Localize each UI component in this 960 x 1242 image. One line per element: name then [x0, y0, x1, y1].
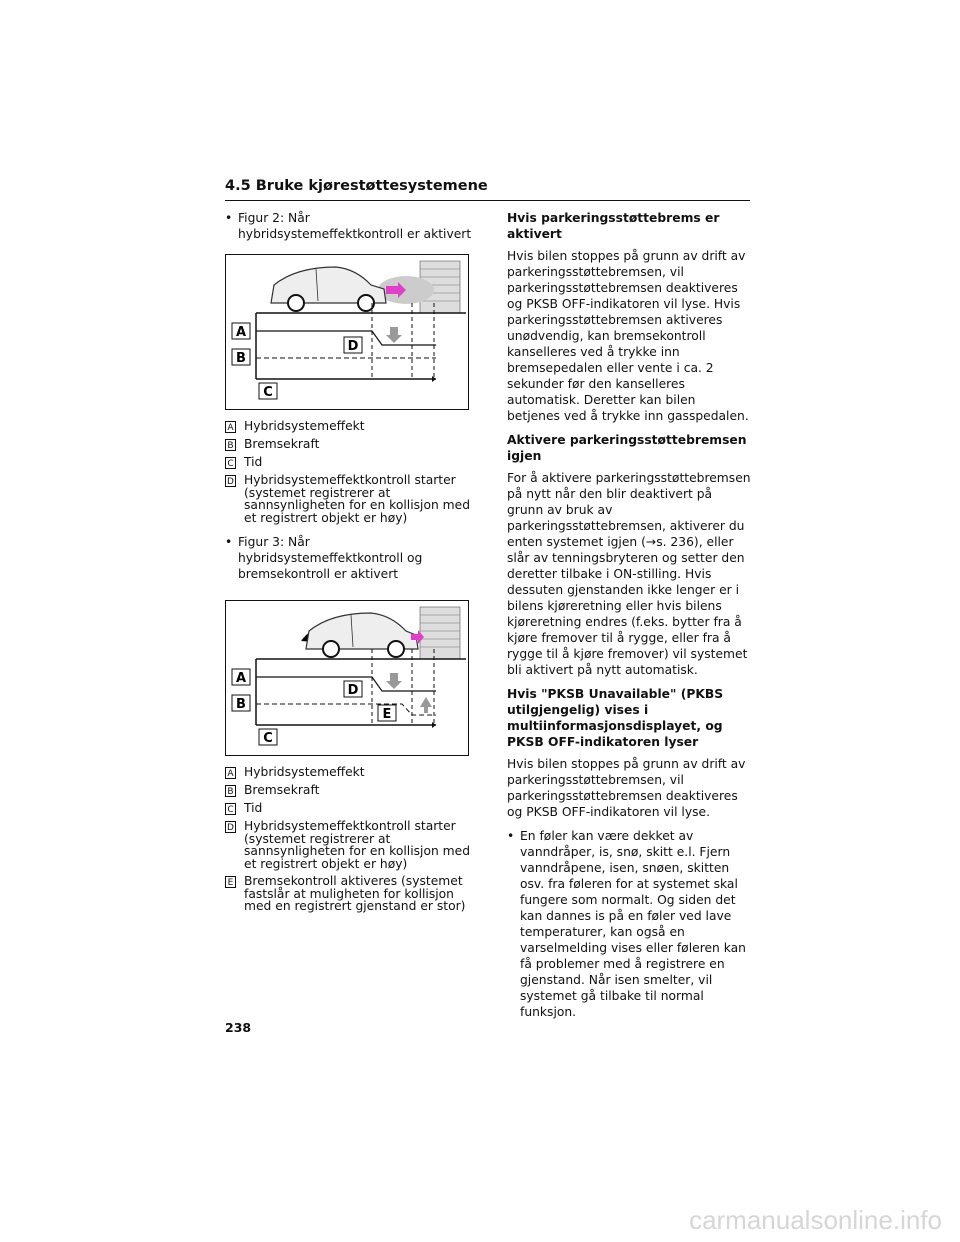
header-divider	[225, 200, 750, 201]
legend-text: Hybridsystemeffekt	[244, 765, 365, 779]
legend-key: B	[225, 785, 236, 797]
legend-key: B	[225, 439, 236, 451]
legend-item	[225, 784, 475, 797]
figure-2-diagram	[225, 254, 469, 410]
svg-text:C: C	[263, 731, 273, 746]
legend-item	[225, 420, 475, 433]
svg-text:E: E	[382, 707, 392, 722]
svg-text:B: B	[236, 351, 246, 366]
legend-item	[225, 766, 475, 779]
legend-item	[225, 802, 475, 815]
legend-item	[225, 438, 475, 451]
list-item: • En føler kan være dekket av vanndråper, is, snø, skitt e.l. Fjern vanndråpene, isen, snøen, skitten osv. fra føleren for at systemet skal fungere som normalt. Og siden det kan dannes is på en føler ved lave temperaturer, kan også en varselmelding vises eller føleren kan få problemer med å registrere en gjenstand. Når isen smelter, vil systemet gå tilbake til normal funksjon.	[507, 829, 746, 1019]
car-icon	[271, 267, 386, 311]
section-header: 4.5 Bruke kjørestøttesystemene	[225, 178, 488, 194]
legend-text: Bremsekraft	[244, 437, 320, 451]
legend-text: Hybridsystemeffektkontroll starter (systemet registrerer at sannsynligheten for en kollisjon med et registrert objekt er høy)	[244, 473, 471, 525]
car-icon	[306, 613, 418, 657]
section-heading-unavailable: Hvis "PKSB Unavailable" (PKBS utilgjengelig) vises i multiinformasjonsdisplayet, og PKSB OFF-indikatoren lyser	[507, 687, 724, 749]
watermark: carmanualsonline.info	[689, 1205, 942, 1235]
fig2-caption: • Figur 2: Når hybridsystemeffektkontroll er aktivert	[225, 211, 472, 241]
legend-text: Tid	[244, 801, 263, 815]
paragraph-parking-brake: Hvis bilen stoppes på grunn av drift av parkeringsstøttebremsen, vil parkeringsstøttebremsen deaktiveres og PKSB OFF-indikatoren vil lyse. Hvis parkeringsstøttebremsen aktiveres unødvendig, kan bremsekontroll kanselleres ved å trykke inn bremsepedalen eller vente i ca. 2 sekunder før den kanselleres automatisk. Deretter kan bilen betjenes ved å trykke inn gasspedalen.	[507, 249, 749, 423]
figure-3-diagram	[225, 600, 469, 756]
figure-2-legend	[225, 420, 475, 524]
legend-key: D	[225, 821, 236, 833]
legend-key: D	[225, 475, 236, 487]
legend-item	[225, 875, 475, 913]
section-heading-parking-brake: Hvis parkeringsstøttebrems er aktivert	[507, 211, 720, 241]
section-heading-reactivate: Aktivere parkeringsstøttebremsen igjen	[507, 433, 747, 463]
svg-text:A: A	[235, 671, 247, 686]
legend-item	[225, 820, 475, 870]
legend-item	[225, 474, 475, 524]
figure-3-legend	[225, 766, 475, 913]
legend-item	[225, 456, 475, 469]
legend-text: Bremsekontroll aktiveres (systemet fastslår at muligheten for kollisjon med en registrert gjenstand er stor)	[244, 874, 466, 913]
left-column	[225, 210, 475, 918]
legend-text: Tid	[244, 455, 263, 469]
legend-key: C	[225, 803, 236, 815]
svg-text:B: B	[236, 697, 246, 712]
legend-text: Hybridsystemeffektkontroll starter (systemet registrerer at sannsynligheten for en kollisjon med et registrert objekt er høy)	[244, 819, 471, 871]
legend-key: C	[225, 457, 236, 469]
paragraph-reactivate: For å aktivere parkeringsstøttebremsen på nytt når den blir deaktivert på grunn av bruk av parkeringsstøttebremsen, aktiverer du enten systemet igjen (→s. 236), eller slår av tenningsbryteren og setter den deretter tilbake i ON-stilling. Hvis dessuten gjenstanden ikke lenger er i bilens kjøreretning eller hvis bilens kjøreretning endres (f.eks. bytter fra å kjøre fremover til å rygge, eller fra å rygge til å kjøre fremover) vil systemet bli aktivert på nytt automatisk.	[507, 471, 751, 677]
svg-text:D: D	[347, 683, 359, 698]
paragraph-unavailable: Hvis bilen stoppes på grunn av drift av parkeringsstøttebremsen, vil parkeringsstøttebremsen deaktiveres og PKSB OFF-indikatoren vil lyse.	[507, 757, 746, 819]
svg-text:D: D	[347, 339, 359, 354]
legend-key: E	[225, 876, 236, 888]
svg-text:C: C	[263, 385, 273, 400]
right-column	[507, 210, 752, 1028]
legend-text: Bremsekraft	[244, 783, 320, 797]
legend-key: A	[225, 767, 236, 779]
svg-text:A: A	[235, 325, 247, 340]
figure-2-svg	[226, 255, 468, 409]
fig3-caption: • Figur 3: Når hybridsystemeffektkontroll og bremsekontroll er aktivert	[225, 535, 423, 581]
legend-text: Hybridsystemeffekt	[244, 419, 365, 433]
legend-key: A	[225, 421, 236, 433]
page-number: 238	[225, 1020, 252, 1035]
figure-3-svg	[226, 601, 468, 755]
